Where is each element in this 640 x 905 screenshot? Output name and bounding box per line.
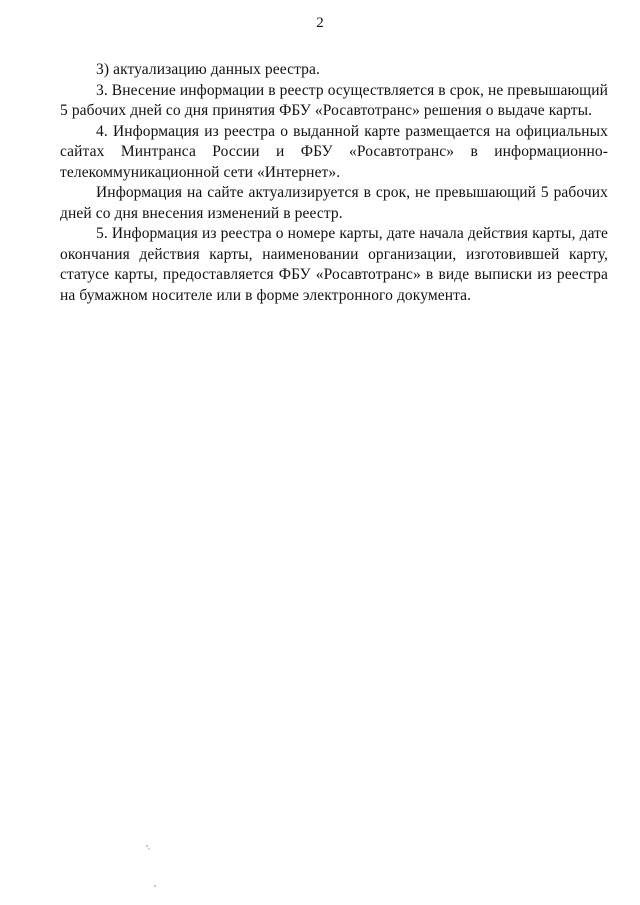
scan-speck	[146, 845, 147, 846]
scan-speck	[148, 848, 149, 849]
paragraph-clause-4: 4. Информация из реестра о выданной карте размещается на официальных сайтах Минтранса России и ФБУ «Росавтотранс» в информационно-телекоммуникационной сети «Интернет».	[60, 122, 608, 181]
paragraph-site-update: Информация на сайте актуализируется в срок, не превышающий 5 рабочих дней со дня внесения изменений в реестр.	[60, 184, 608, 222]
paragraph-clause-3: 3. Внесение информации в реестр осуществляется в срок, не превышающий 5 рабочих дней со дня принятия ФБУ «Росавтотранс» решения о выдаче карты.	[60, 81, 608, 119]
document-body	[60, 60, 608, 306]
paragraph-item-3-list: 3) актуализацию данных реестра.	[96, 61, 320, 78]
paragraph-clause-5: 5. Информация из реестра о номере карты, дате начала действия карты, дате окончания действия карты, наименовании организации, изготовившей карту, статусе карты, предоставляется ФБУ «Росавтотранс» в виде выписки из реестра на бумажном носителе или в форме электронного документа.	[60, 225, 608, 304]
scan-speck	[154, 885, 155, 886]
page-number: 2	[316, 15, 324, 31]
